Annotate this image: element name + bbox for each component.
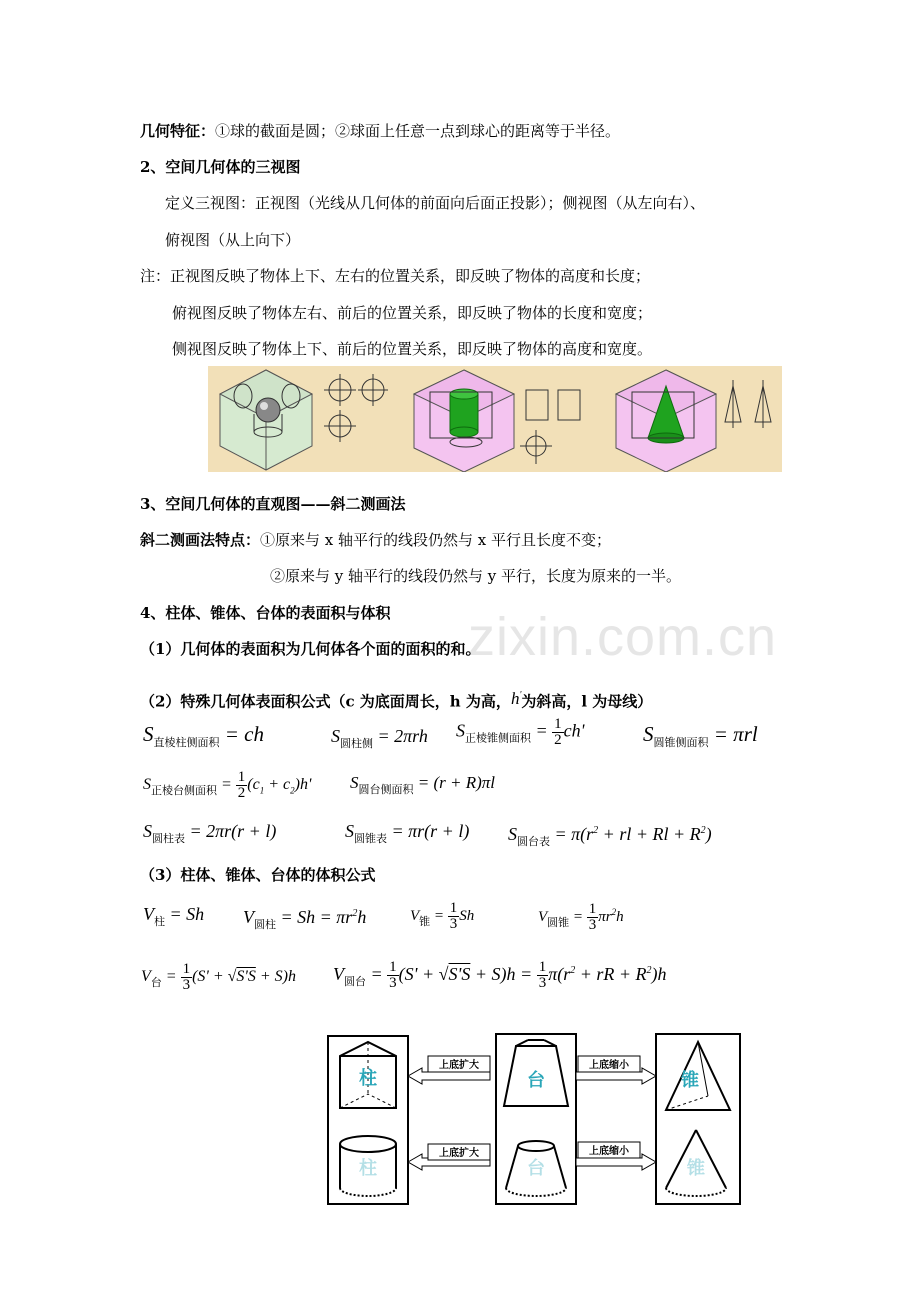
shrink-arrow-bottom <box>576 1142 656 1170</box>
note-top-view: 俯视图反映了物体左右、前后的位置关系，即反映了物体的长度和宽度； <box>172 304 653 322</box>
shrink-arrow-top <box>576 1056 656 1084</box>
pyramid-label: 锥 <box>681 1070 699 1091</box>
expand-arrow-top <box>408 1056 490 1084</box>
surface-heading-part2: 为斜高，l 为母线） <box>521 692 653 711</box>
formula-prism-lateral: $S_{直棱柱侧面积}$ = ch <box>143 722 264 749</box>
oblique-feature-line1 <box>140 530 611 550</box>
sphere-feature-label: 几何特征： <box>140 122 216 140</box>
frustum-label: 台 <box>527 1070 545 1091</box>
surface-area-definition: （1）几何体的表面积为几何体各个面的面积的和。 <box>140 640 481 658</box>
cone-label: 锥 <box>687 1158 705 1179</box>
formula-cone-lateral: $S_{圆锥侧面积} = \pi rl$ <box>643 722 758 749</box>
svg-text:上底扩大: 上底扩大 <box>439 1148 479 1159</box>
formula-cone-frustum-lateral: $S_{圆台侧面积} = (r + R)\pi l$ <box>350 773 496 796</box>
section4-title: 4、柱体、锥体、台体的表面积与体积 <box>140 604 391 622</box>
prism-label: 柱 <box>359 1068 377 1089</box>
three-view-illustration <box>208 366 782 472</box>
three-view-definition-line2: 俯视图（从上向下） <box>165 231 301 249</box>
watermark: zixin.com.cn <box>468 607 778 667</box>
expand-arrow-bottom <box>408 1144 490 1170</box>
three-view-definition-line1: 定义三视图：正视图（光线从几何体的前面向后面正投影）；侧视图（从左向右）、 <box>165 194 706 212</box>
formula-regular-pyramid-lateral: $S_{正棱锥侧面积}$ = $\frac{1}{2}$ ch' <box>456 716 585 748</box>
formula-round-cone-volume: $V_{圆锥}$ = $\frac{1}{3}$ $\pi r^2h$ <box>538 901 624 934</box>
note-side-view: 侧视图反映了物体上下、前后的位置关系，即反映了物体的高度和宽度。 <box>172 340 653 358</box>
formula-round-frustum-volume: $V_{圆台}$ = $\frac{1}{3}$ (S' + √S'S + S)h = $\frac{1}{3}$ $\pi(r^2$ + rR + $R^2)h$ <box>333 959 667 992</box>
svg-text:上底缩小: 上底缩小 <box>589 1060 629 1071</box>
oblique-feature-2: ②原来与 y 轴平行的线段仍然与 y 平行，长度为原来的一半。 <box>270 567 682 585</box>
formula-cylinder-lateral: $S_{圆柱侧} = 2\pi rh$ <box>331 726 428 750</box>
formula-cylinder-total: $S_{圆柱表} = 2\pi r(r + l)$ <box>143 821 277 845</box>
svg-text:上底缩小: 上底缩小 <box>589 1146 629 1157</box>
oblique-feature-1: ①原来与 x 轴平行的线段仍然与 x 平行且长度不变； <box>260 531 612 549</box>
round-frustum-label: 台 <box>527 1158 545 1179</box>
section3-title: 3、空间几何体的直观图——斜二测画法 <box>140 495 406 513</box>
special-surface-formulas-heading <box>140 684 652 712</box>
slant-height-symbol: h' <box>510 688 522 708</box>
formula-cone-volume: $V_锥$ = $\frac{1}{3}$ Sh <box>410 900 475 932</box>
section2-title: 2、空间几何体的三视图 <box>140 158 301 176</box>
formula-prism-volume: $V_柱 = Sh$ <box>143 904 205 928</box>
formula-cone-total: $S_{圆锥表} = \pi r(r + l)$ <box>345 821 470 845</box>
surface-heading-part1: （2）特殊几何体表面积公式（c 为底面周长，h 为高， <box>140 692 511 711</box>
note-front-view: 注：正视图反映了物体上下、左右的位置关系，即反映了物体的高度和长度； <box>140 267 651 285</box>
solid-relationship-diagram <box>326 1032 744 1208</box>
formula-regular-frustum-lateral: $S_{正棱台侧面积}$ = $\frac{1}{2}$ $(c_1 + c_2)h'$ <box>143 769 312 801</box>
formula-frustum-volume: $V_台$ = $\frac{1}{3}$ (S' + √S'S + S)h <box>141 961 296 993</box>
svg-text:上底扩大: 上底扩大 <box>439 1060 479 1071</box>
volume-formulas-heading: （3）柱体、锥体、台体的体积公式 <box>140 866 376 884</box>
cylinder-label: 柱 <box>359 1158 377 1179</box>
sphere-feature-line <box>140 121 620 141</box>
sphere-feature-text: ①球的截面是圆；②球面上任意一点到球心的距离等于半径。 <box>215 122 621 140</box>
formula-frustum-total: $S_{圆台表} = \pi(r^2$ + rl + $Rl + R^2$) <box>508 824 712 848</box>
oblique-feature-label: 斜二测画法特点： <box>140 531 261 549</box>
formula-cylinder-volume: $V_{圆柱} = Sh = \pi r^2h$ <box>243 907 367 931</box>
